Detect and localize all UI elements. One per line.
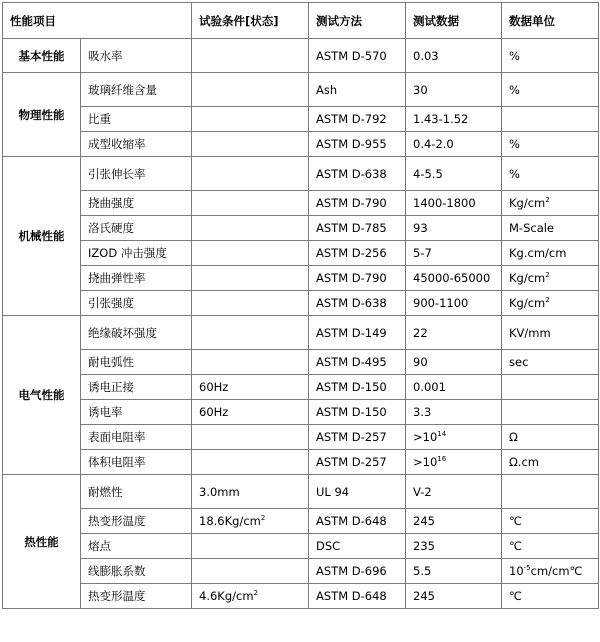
property-cell (81, 157, 192, 191)
group-label: 热性能 (3, 475, 81, 609)
value-cell-text: >10 (413, 430, 438, 444)
condition-cell-text: 60Hz (199, 380, 229, 394)
condition-cell (192, 216, 309, 241)
property-cell (81, 291, 192, 316)
table-row (3, 475, 599, 509)
unit-cell-text: ℃ (509, 514, 522, 528)
value-cell (406, 375, 502, 400)
value-cell (406, 350, 502, 375)
method-cell (309, 191, 406, 216)
method-cell-text: ASTM D-638 (316, 166, 387, 181)
method-cell (309, 73, 406, 107)
value-cell (406, 132, 502, 157)
method-cell (309, 241, 406, 266)
condition-cell (192, 316, 309, 350)
method-cell (309, 157, 406, 191)
table-row (3, 191, 599, 216)
method-cell (309, 450, 406, 475)
method-cell-text: DSC (316, 539, 341, 553)
group-label: 物理性能 (3, 73, 81, 157)
table-row (3, 157, 599, 191)
condition-cell-superscript: 2 (253, 589, 258, 598)
unit-cell (502, 107, 599, 132)
property-cell (81, 316, 192, 350)
property-cell-text: 挠曲强度 (88, 196, 134, 210)
value-cell-text: 90 (413, 355, 428, 369)
property-cell-text: 引张强度 (88, 296, 134, 310)
condition-cell-text: 60Hz (199, 405, 229, 419)
value-cell-superscript: 16 (437, 455, 447, 464)
method-cell-text: ASTM D-495 (316, 355, 387, 369)
property-cell-text: 体积电阻率 (88, 455, 146, 469)
method-cell (309, 375, 406, 400)
condition-cell (192, 107, 309, 132)
unit-cell-text: % (509, 48, 520, 63)
method-cell (309, 39, 406, 73)
property-cell (81, 39, 192, 73)
condition-cell (192, 39, 309, 73)
unit-cell-text: sec (509, 355, 529, 369)
table-body (3, 39, 599, 609)
method-cell-text: ASTM D-257 (316, 455, 387, 469)
unit-cell-superscript: -5 (523, 564, 531, 573)
header-value: 测试数据 (406, 3, 502, 39)
value-cell-text: 3.3 (413, 405, 432, 419)
property-cell (81, 191, 192, 216)
method-cell (309, 534, 406, 559)
table-row (3, 241, 599, 266)
condition-cell (192, 559, 309, 584)
method-cell-text: ASTM D-648 (316, 589, 387, 603)
table-row (3, 450, 599, 475)
method-cell (309, 400, 406, 425)
condition-cell (192, 291, 309, 316)
property-cell (81, 425, 192, 450)
property-cell-text: 引张伸长率 (88, 166, 146, 181)
value-cell-text: 5.5 (413, 564, 432, 578)
unit-cell (502, 39, 599, 73)
unit-cell (502, 375, 599, 400)
condition-cell-text: 3.0mm (199, 484, 240, 499)
property-cell-text: 挠曲弹性率 (88, 271, 146, 285)
value-cell-superscript: 14 (437, 430, 447, 439)
value-cell (406, 316, 502, 350)
property-cell-text: 耐燃性 (88, 484, 123, 499)
condition-cell (192, 132, 309, 157)
condition-cell (192, 73, 309, 107)
method-cell (309, 266, 406, 291)
method-cell (309, 107, 406, 132)
method-cell (309, 316, 406, 350)
property-cell-text: 绝缘破坏强度 (88, 325, 157, 340)
property-cell (81, 534, 192, 559)
method-cell-text: ASTM D-785 (316, 221, 387, 235)
value-cell-text: 5-7 (413, 246, 432, 260)
table-row (3, 584, 599, 609)
value-cell (406, 157, 502, 191)
table-row (3, 316, 599, 350)
value-cell (406, 450, 502, 475)
method-cell-text: ASTM D-792 (316, 112, 387, 126)
property-cell-text: 玻璃纤维含量 (88, 82, 157, 97)
table-row (3, 73, 599, 107)
table-row (3, 534, 599, 559)
property-cell (81, 584, 192, 609)
property-cell (81, 475, 192, 509)
method-cell (309, 584, 406, 609)
table-row (3, 509, 599, 534)
property-cell-text: 线膨胀系数 (88, 564, 146, 578)
unit-cell (502, 475, 599, 509)
method-cell-text: UL 94 (316, 484, 350, 499)
unit-cell (502, 400, 599, 425)
condition-cell (192, 425, 309, 450)
value-cell (406, 216, 502, 241)
method-cell-text: ASTM D-149 (316, 325, 387, 340)
property-cell-text: 耐电弧性 (88, 355, 134, 369)
value-cell-text: 1.43-1.52 (413, 112, 469, 126)
table-row (3, 425, 599, 450)
unit-cell (502, 241, 599, 266)
unit-cell (502, 157, 599, 191)
header-method: 测试方法 (309, 3, 406, 39)
value-cell (406, 475, 502, 509)
unit-cell (502, 534, 599, 559)
unit-cell (502, 509, 599, 534)
value-cell-text: 235 (413, 539, 435, 553)
property-cell (81, 107, 192, 132)
value-cell-text: 900-1100 (413, 296, 469, 310)
unit-cell (502, 132, 599, 157)
method-cell-text: ASTM D-570 (316, 48, 387, 63)
condition-cell (192, 157, 309, 191)
property-cell (81, 350, 192, 375)
unit-cell-text: Kg/cm (509, 196, 546, 210)
table-row (3, 132, 599, 157)
property-cell (81, 266, 192, 291)
table-row (3, 559, 599, 584)
condition-cell (192, 509, 309, 534)
unit-cell (502, 216, 599, 241)
property-cell-text: 诱电正接 (88, 380, 134, 394)
group-label: 基本性能 (3, 39, 81, 73)
value-cell-text: 93 (413, 221, 428, 235)
condition-cell (192, 400, 309, 425)
method-cell (309, 291, 406, 316)
table-row (3, 266, 599, 291)
value-cell (406, 241, 502, 266)
value-cell (406, 400, 502, 425)
unit-cell-superscript: 2 (545, 296, 550, 305)
header-property: 性能项目 (3, 3, 192, 39)
method-cell (309, 216, 406, 241)
table-row (3, 375, 599, 400)
value-cell-text: 22 (413, 325, 428, 340)
property-cell-text: 洛氏硬度 (88, 221, 134, 235)
unit-cell-text: M-Scale (509, 221, 555, 235)
property-cell-text: IZOD 冲击强度 (88, 246, 167, 260)
property-cell (81, 559, 192, 584)
property-cell-text: 比重 (88, 112, 111, 126)
unit-cell-text: KV/mm (509, 325, 551, 340)
method-cell-text: ASTM D-790 (316, 271, 387, 285)
property-cell (81, 132, 192, 157)
condition-cell (192, 241, 309, 266)
method-cell-text: ASTM D-256 (316, 246, 387, 260)
condition-cell (192, 191, 309, 216)
property-cell (81, 216, 192, 241)
group-label: 电气性能 (3, 316, 81, 475)
header-condition: 试验条件[状态] (192, 3, 309, 39)
value-cell (406, 266, 502, 291)
properties-table (2, 2, 599, 609)
value-cell (406, 534, 502, 559)
property-cell-text: 成型收缩率 (88, 137, 146, 151)
condition-cell (192, 450, 309, 475)
value-cell-text: 245 (413, 514, 435, 528)
table-row (3, 216, 599, 241)
unit-cell-text: % (509, 166, 520, 181)
value-cell (406, 191, 502, 216)
unit-cell-text: ℃ (509, 539, 522, 553)
method-cell (309, 132, 406, 157)
condition-cell-text: 4.6Kg/cm (199, 589, 254, 603)
property-cell (81, 375, 192, 400)
method-cell-text: ASTM D-696 (316, 564, 387, 578)
method-cell-text: Ash (316, 82, 338, 97)
unit-cell-text: Kg/cm (509, 271, 546, 285)
method-cell-text: ASTM D-955 (316, 137, 387, 151)
condition-cell (192, 534, 309, 559)
value-cell (406, 73, 502, 107)
method-cell (309, 350, 406, 375)
property-cell-text: 吸水率 (88, 48, 123, 63)
value-cell-text: 0.4-2.0 (413, 137, 454, 151)
unit-cell-text: % (509, 82, 520, 97)
value-cell (406, 39, 502, 73)
method-cell-text: ASTM D-150 (316, 380, 387, 394)
method-cell-text: ASTM D-790 (316, 196, 387, 210)
property-cell-text: 表面电阻率 (88, 430, 146, 444)
value-cell-text: 0.03 (413, 48, 439, 63)
method-cell (309, 559, 406, 584)
method-cell-text: ASTM D-150 (316, 405, 387, 419)
unit-cell-suffix: cm/cm℃ (530, 564, 583, 578)
value-cell-text: 1400-1800 (413, 196, 476, 210)
property-cell (81, 450, 192, 475)
header-row (3, 3, 599, 39)
value-cell-text: >10 (413, 455, 438, 469)
unit-cell (502, 266, 599, 291)
table-row (3, 400, 599, 425)
table-row (3, 350, 599, 375)
unit-cell-superscript: 2 (545, 196, 550, 205)
unit-cell (502, 350, 599, 375)
value-cell (406, 107, 502, 132)
unit-cell-text: ℃ (509, 589, 522, 603)
property-cell-text: 热变形温度 (88, 514, 146, 528)
property-cell-text: 诱电率 (88, 405, 123, 419)
unit-cell (502, 425, 599, 450)
unit-cell-text: Ω (509, 430, 518, 444)
unit-cell (502, 191, 599, 216)
value-cell-text: 30 (413, 82, 428, 97)
value-cell (406, 559, 502, 584)
unit-cell-text: Kg/cm (509, 296, 546, 310)
unit-cell (502, 450, 599, 475)
table-row (3, 107, 599, 132)
method-cell-text: ASTM D-648 (316, 514, 387, 528)
unit-cell-superscript: 2 (545, 271, 550, 280)
unit-cell-text: % (509, 137, 520, 151)
property-cell-text: 热变形温度 (88, 589, 146, 603)
unit-cell-text: Kg.cm/cm (509, 246, 567, 260)
condition-cell-superscript: 2 (260, 514, 266, 523)
value-cell-text: 4-5.5 (413, 166, 443, 181)
condition-cell (192, 266, 309, 291)
unit-cell (502, 291, 599, 316)
value-cell-text: 45000-65000 (413, 271, 491, 285)
method-cell-text: ASTM D-638 (316, 296, 387, 310)
property-cell (81, 509, 192, 534)
condition-cell (192, 375, 309, 400)
unit-cell-text: Ω.cm (509, 455, 539, 469)
property-cell-text: 熔点 (88, 539, 111, 553)
condition-cell-text: 18.6Kg/cm (199, 514, 261, 528)
value-cell (406, 291, 502, 316)
condition-cell (192, 584, 309, 609)
method-cell (309, 475, 406, 509)
unit-cell (502, 73, 599, 107)
table-row (3, 39, 599, 73)
group-label: 机械性能 (3, 157, 81, 316)
unit-cell (502, 559, 599, 584)
value-cell (406, 509, 502, 534)
property-cell (81, 73, 192, 107)
method-cell-text: ASTM D-257 (316, 430, 387, 444)
table-row (3, 291, 599, 316)
property-cell (81, 400, 192, 425)
condition-cell (192, 350, 309, 375)
value-cell-text: 245 (413, 589, 435, 603)
value-cell-text: V-2 (413, 484, 432, 499)
unit-cell (502, 316, 599, 350)
condition-cell (192, 475, 309, 509)
value-cell (406, 425, 502, 450)
unit-cell (502, 584, 599, 609)
method-cell (309, 425, 406, 450)
value-cell (406, 584, 502, 609)
method-cell (309, 509, 406, 534)
value-cell-text: 0.001 (413, 380, 446, 394)
header-unit: 数据单位 (502, 3, 599, 39)
unit-cell-text: 10 (509, 564, 524, 578)
property-cell (81, 241, 192, 266)
